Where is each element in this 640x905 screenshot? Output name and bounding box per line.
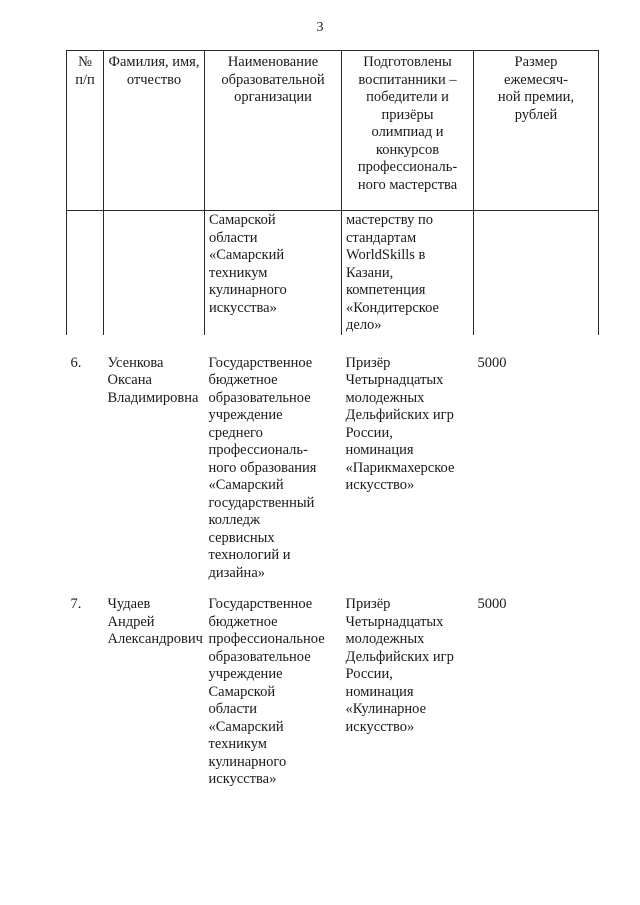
- cell-prize: [474, 211, 599, 335]
- cell-achievement: мастерству по стандартам WorldSkills в Казани, компетенция «Кондитерское дело»: [342, 211, 474, 335]
- table-row: [67, 335, 599, 583]
- header-number: № п/п: [67, 51, 104, 211]
- cell-organization: Государственное бюджетное профессиональное образовательное учреждение Самарской области «Самарский техникум кулинарного искусства»: [208, 596, 325, 787]
- header-achievement: Подготовлены воспитанники – победители и призёры олимпиад и конкурсов профессиональ- ного мастерства: [342, 51, 474, 211]
- cell-organization: Государственное бюджетное образовательное учреждение среднего профессиональ- ного образования «Самарский государственный колледж сервисных технологий и дизайна»: [208, 354, 317, 581]
- cell-achievement: Призёр Четырнадцатых молодежных Дельфийских игр России, номинация «Парикмахерское искусство»: [345, 354, 455, 493]
- cell-number: 6.: [70, 354, 82, 371]
- header-prize: Размер ежемесяч- ной премии, рублей: [474, 51, 599, 211]
- header-name: Фамилия, имя, отчество: [104, 51, 205, 211]
- table-header: [67, 51, 599, 211]
- cell-name: [104, 211, 205, 335]
- awards-table: [66, 50, 599, 789]
- header-organization: Наименование образовательной организации: [205, 51, 342, 211]
- cell-achievement: Призёр Четырнадцатых молодежных Дельфийских игр России, номинация «Кулинарное искусство»: [345, 596, 454, 735]
- page-number: 3: [316, 20, 324, 35]
- cell-number: [67, 211, 104, 335]
- cell-prize: 5000: [477, 354, 507, 371]
- cell-number: 7.: [70, 596, 82, 612]
- cell-organization: Самарской области «Самарский техникум кулинарного искусства»: [205, 211, 342, 335]
- table-row-continuation: [67, 211, 599, 335]
- cell-name: Чудаев Андрей Александрович: [107, 596, 203, 647]
- table-row: [67, 582, 599, 789]
- cell-name: Усенкова Оксана Владимировна: [107, 354, 199, 406]
- cell-prize: 5000: [477, 596, 507, 612]
